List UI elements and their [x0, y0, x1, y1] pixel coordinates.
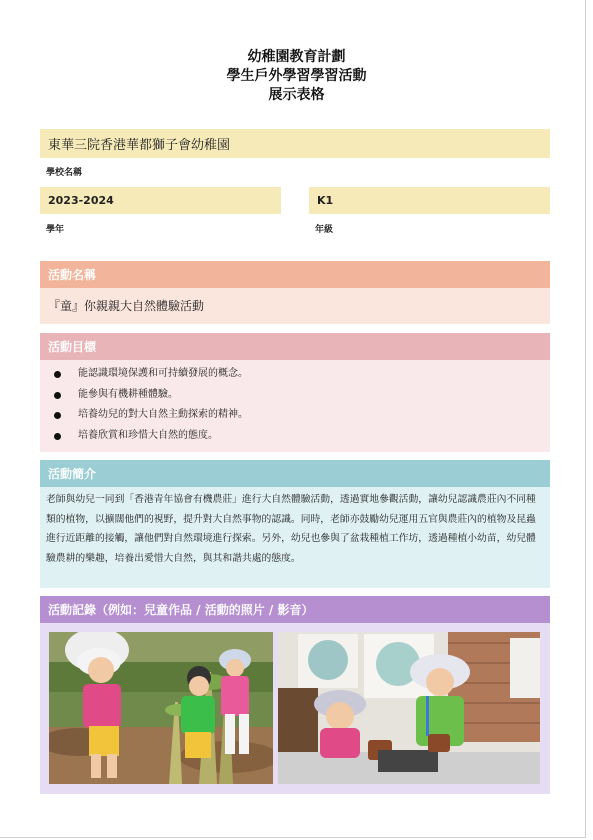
school-name-value: 東華三院香港華都獅子會幼稚園	[48, 138, 231, 153]
goal-item: 能參與有機耕種體驗。	[50, 385, 540, 406]
title-line-3: 展示表格	[268, 87, 325, 103]
activity-name-panel	[40, 288, 550, 324]
bullet-icon	[54, 392, 61, 399]
bullet-icon	[54, 412, 61, 419]
goal-item: 能認識環境保護和可持續發展的概念。	[50, 364, 540, 385]
activity-intro-heading: 活動簡介	[40, 460, 550, 487]
grade-field	[309, 187, 550, 214]
goals-list	[50, 364, 540, 446]
bullet-icon	[54, 371, 61, 378]
school-name-label: 學校名稱	[46, 168, 83, 178]
goal-item: 培養幼兒的對大自然主動探索的精神。	[50, 405, 540, 426]
grade-label: 年級	[315, 225, 334, 235]
activity-name-heading: 活動名稱	[40, 261, 550, 288]
activity-record-panel	[40, 623, 550, 794]
school-year-label: 學年	[46, 225, 65, 235]
potting-workshop-photo	[278, 632, 540, 784]
goal-item: 培養欣賞和珍惜大自然的態度。	[50, 426, 540, 447]
potting-workshop-photo-image	[278, 632, 540, 784]
activity-goals-heading: 活動目標	[40, 333, 550, 360]
activity-intro-panel	[40, 487, 550, 588]
title-line-2: 學生戶外學習學習活動	[226, 68, 367, 84]
school-year-field	[40, 187, 281, 214]
farm-photo-garden	[49, 632, 273, 784]
activity-goals-panel	[40, 360, 550, 452]
activity-record-heading: 活動記錄（例如：兒童作品 / 活動的照片 / 影音）	[40, 596, 550, 623]
school-name-field	[40, 129, 550, 158]
activity-name-value: 『童』你親親大自然體驗活動	[48, 299, 205, 313]
document-title	[0, 48, 593, 105]
grade-value: K1	[317, 194, 334, 207]
bullet-icon	[54, 433, 61, 440]
activity-intro-text: 老師與幼兒一同到「香港青年協會有機農莊」進行大自然體驗活動，透過實地參觀活動，讓幼兒認識農莊內不同種類的植物，以擴闊他們的視野，提升對大自然事物的認識。同時，老師亦鼓勵幼兒運用五官與農莊內的植物及昆蟲進行近距離的接觸，讓他們對自然環境進行探索。另外，幼兒也參與了盆栽種植工作坊，透過種植小幼苗，幼兒體驗農耕的樂趣，培養出愛惜大自然，與其和諧共處的態度。	[46, 494, 536, 564]
farm-photo-garden-image	[49, 632, 273, 784]
school-year-value: 2023-2024	[48, 194, 114, 207]
title-line-1: 幼稚園教育計劃	[247, 49, 346, 65]
